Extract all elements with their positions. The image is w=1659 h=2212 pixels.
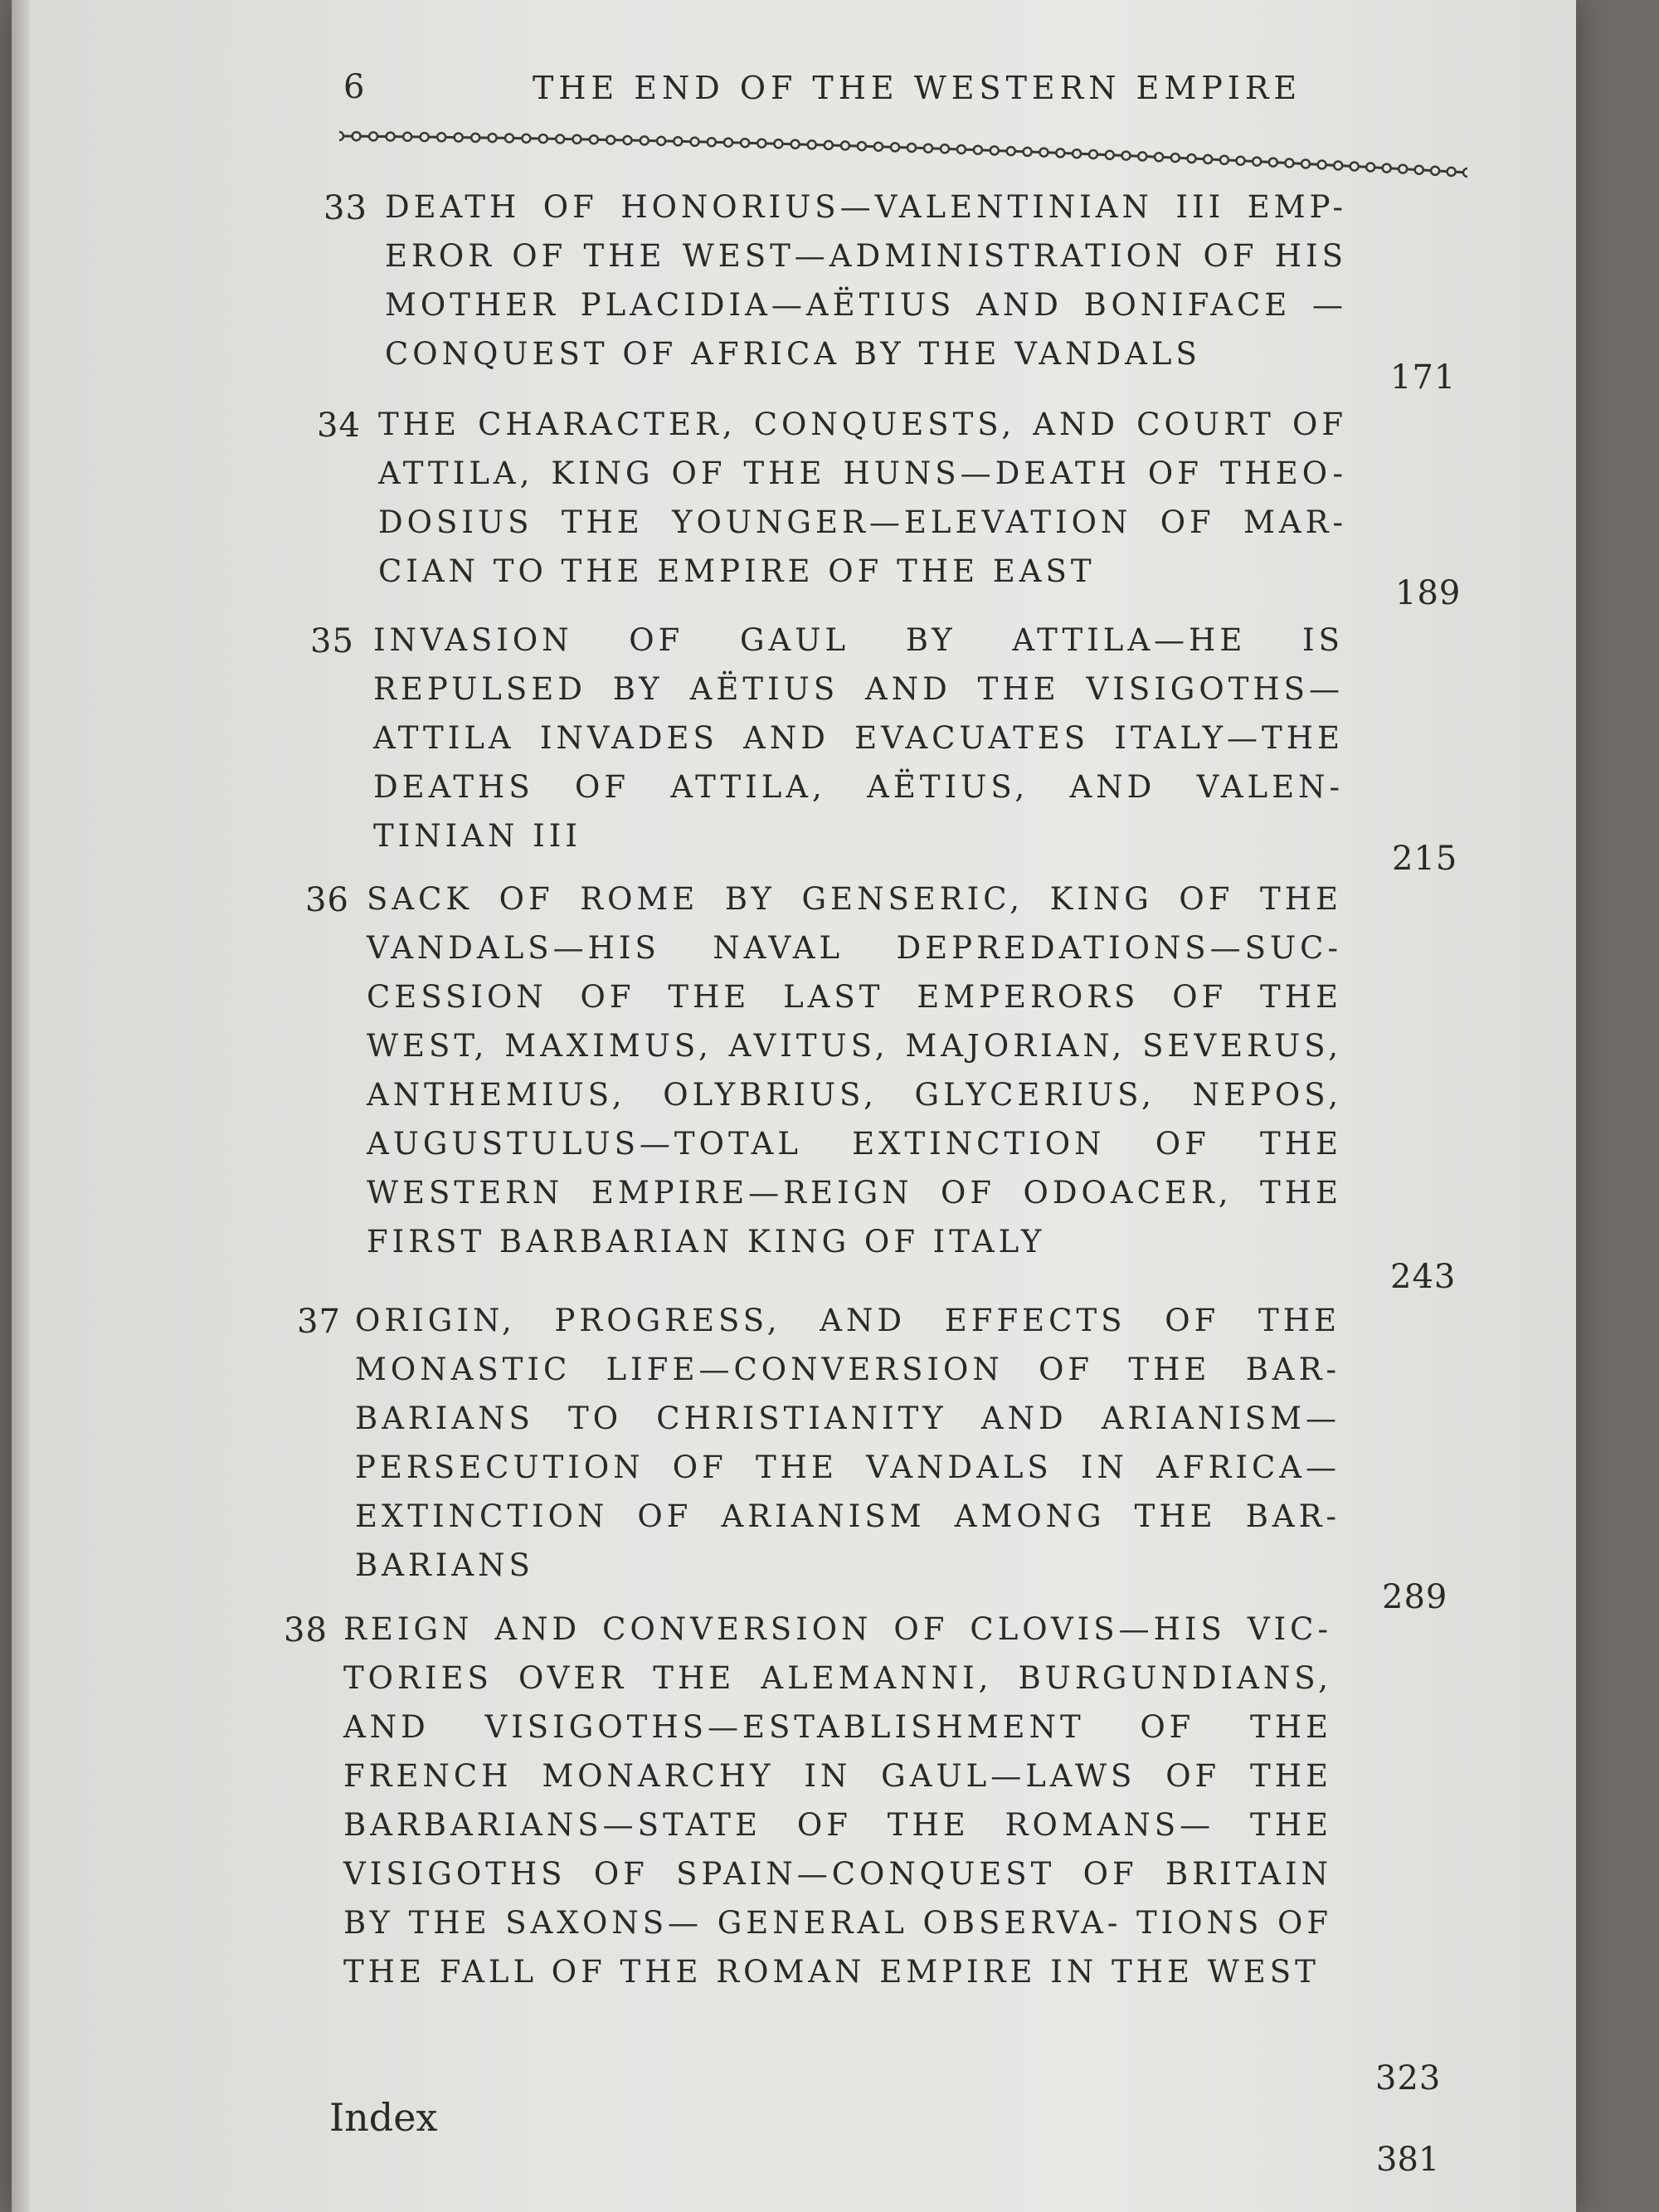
ornament-dot xyxy=(471,134,479,142)
ornament-dot xyxy=(1056,149,1064,157)
ornament-dot xyxy=(1253,158,1261,166)
ornament-dot xyxy=(1188,154,1196,163)
ornament-dot xyxy=(1399,165,1407,173)
ornament-dot xyxy=(741,139,749,147)
chapter-summary: INVASION OF GAUL BY ATTILA—HE IS REPULSED BY AËTIUS AND THE VISIGOTHS— ATTILA INVADES AND EVACUATES ITALY—THE DEATHS OF ATTILA, AËTIUS, AND VALEN- TINIAN III xyxy=(373,622,1344,854)
ornament-dot xyxy=(774,139,782,148)
ornament-dot xyxy=(437,133,445,141)
ornament-dot xyxy=(1106,151,1114,159)
ornament-dot xyxy=(757,139,766,148)
ornament-dot xyxy=(1318,161,1326,169)
chapter-page: 171 xyxy=(1390,358,1457,397)
ornament-dot xyxy=(489,134,497,142)
ornament-dot xyxy=(808,140,816,149)
index-label: Index xyxy=(329,2095,438,2140)
ornament-dot xyxy=(708,138,716,146)
ornament-dot xyxy=(974,146,982,154)
ornament-dot xyxy=(1415,166,1423,174)
ornament-dot xyxy=(403,133,411,141)
ornament-dot xyxy=(924,144,932,153)
ornament-dot xyxy=(590,135,598,144)
ornament-dot xyxy=(891,143,899,151)
ornament-dot xyxy=(1463,168,1467,177)
ornament-dot xyxy=(369,132,377,140)
ornament-dot xyxy=(1073,149,1081,158)
chapter-page: 189 xyxy=(1395,574,1462,612)
chapter-summary: THE CHARACTER, CONQUESTS, AND COURT OF ATTILA, KING OF THE HUNS—DEATH OF THEO- DOSIUS THE YOUNGER—ELEVATION OF MAR- CIAN TO THE EMPIRE OF THE EAST xyxy=(378,407,1347,589)
ornament-dot xyxy=(387,133,395,141)
ornament-dot xyxy=(353,132,361,140)
chapter-page: 243 xyxy=(1390,1258,1457,1296)
ornament-dot xyxy=(1007,147,1015,155)
ornament-dot xyxy=(1431,167,1439,175)
ornament-dot xyxy=(1366,163,1374,172)
ornament-dot xyxy=(1447,168,1456,176)
chapter-summary: REIGN AND CONVERSION OF CLOVIS—HIS VIC- TORIES OVER THE ALEMANNI, BURGUNDIANS, AND VISIGOTHS—ESTABLISHMENT OF THE FRENCH MONARCHY IN GAUL—LAWS OF THE BARBARIANS—STATE OF THE ROMANS— THE VISIGOTHS OF SPAIN—CONQUEST OF BRITAIN BY THE SAXONS— GENERAL OBSERVA- TIONS OF THE FALL OF THE ROMAN EMPIRE IN THE WEST xyxy=(343,1611,1332,1990)
ornament-dot xyxy=(791,140,800,149)
ornament-dot xyxy=(1237,157,1245,165)
chapter-summary: SACK OF ROME BY GENSERIC, KING OF THE VANDALS—HIS NAVAL DEPREDATIONS—SUC- CESSION OF THE LAST EMPERORS OF THE WEST, MAXIMUS, AVITUS, MAJORIAN, SEVERUS, ANTHEMIUS, OLYBRIUS, GLYCERIUS, NEPOS, AUGUSTULUS—TOTAL EXTINCTION OF THE WESTERN EMPIRE—REIGN OF ODOACER, THE FIRST BARBARIAN KING OF ITALY xyxy=(367,881,1342,1259)
page-number: 6 xyxy=(343,68,367,106)
chapter-number: 37 xyxy=(297,1303,341,1341)
chapter-page: 215 xyxy=(1392,840,1458,878)
ornament-dot xyxy=(339,132,343,140)
chapter-summary: DEATH OF HONORIUS—VALENTINIAN III EMP- EROR OF THE WEST—ADMINISTRATION OF HIS MOTHER PLACIDIA—AËTIUS AND BONIFACE —CONQUEST OF AFRICA BY THE VANDALS xyxy=(385,189,1347,372)
ornament-dot xyxy=(624,136,632,144)
ornament-dot xyxy=(674,137,682,145)
ornament-dot xyxy=(556,135,564,144)
ornament-dot xyxy=(841,142,849,150)
page-gutter xyxy=(12,0,30,2212)
ornament-dot xyxy=(606,136,615,144)
ornament-dot xyxy=(1089,150,1097,158)
chapter-number: 35 xyxy=(310,622,354,660)
ornament-dot xyxy=(941,144,949,153)
ornament-dot xyxy=(1350,163,1359,171)
ornament-dot xyxy=(539,134,547,143)
ornament-dot xyxy=(691,138,699,146)
ornament-dot xyxy=(1122,152,1131,160)
chapter-number: 38 xyxy=(284,1611,328,1649)
ornament-dot xyxy=(957,145,966,153)
ornament-dot xyxy=(1204,155,1212,163)
ornament-dot xyxy=(874,143,883,151)
ornament-dot xyxy=(1334,162,1342,170)
ornament-dot xyxy=(455,134,463,142)
ornament-dot xyxy=(421,133,429,141)
ornament-dot xyxy=(657,137,665,145)
chapter-page: 289 xyxy=(1382,1578,1448,1616)
ornament-dot xyxy=(990,146,999,154)
ornament-dot xyxy=(1039,149,1048,157)
chapter-page: 323 xyxy=(1375,2059,1442,2098)
ornament-dot xyxy=(825,141,833,149)
ornament-dot xyxy=(1301,160,1310,168)
running-title: THE END OF THE WESTERN EMPIRE xyxy=(533,70,1302,106)
ornament-dot xyxy=(1220,156,1228,164)
ornament-dot xyxy=(858,142,866,150)
ornament-dot xyxy=(522,134,530,143)
ornament-dot xyxy=(1269,158,1277,167)
ornament-dot xyxy=(1024,148,1032,156)
chapter-summary: ORIGIN, PROGRESS, AND EFFECTS OF THE MONASTIC LIFE—CONVERSION OF THE BAR- BARIANS TO CHRISTIANITY AND ARIANISM— PERSECUTION OF THE VANDALS IN AFRICA— EXTINCTION OF ARIANISM AMONG THE BAR- BARIANS xyxy=(355,1303,1340,1583)
ornament-dot xyxy=(1285,159,1293,168)
ornament-dot xyxy=(505,134,513,143)
ornament-rule xyxy=(339,124,1467,183)
index-page: 381 xyxy=(1376,2141,1440,2179)
chapter-number: 33 xyxy=(324,189,367,227)
ornament-dot xyxy=(1383,164,1391,173)
book-page xyxy=(12,0,1576,2212)
ornament-dot xyxy=(573,135,581,144)
ornament-dot xyxy=(1155,153,1163,161)
ornament-dot xyxy=(907,144,916,152)
ornament-dot xyxy=(1138,152,1146,160)
chapter-number: 34 xyxy=(317,407,361,445)
ornament-dot xyxy=(640,136,649,144)
ornament-dot xyxy=(1171,153,1180,162)
ornament-dot xyxy=(724,139,732,147)
chapter-number: 36 xyxy=(305,881,349,919)
